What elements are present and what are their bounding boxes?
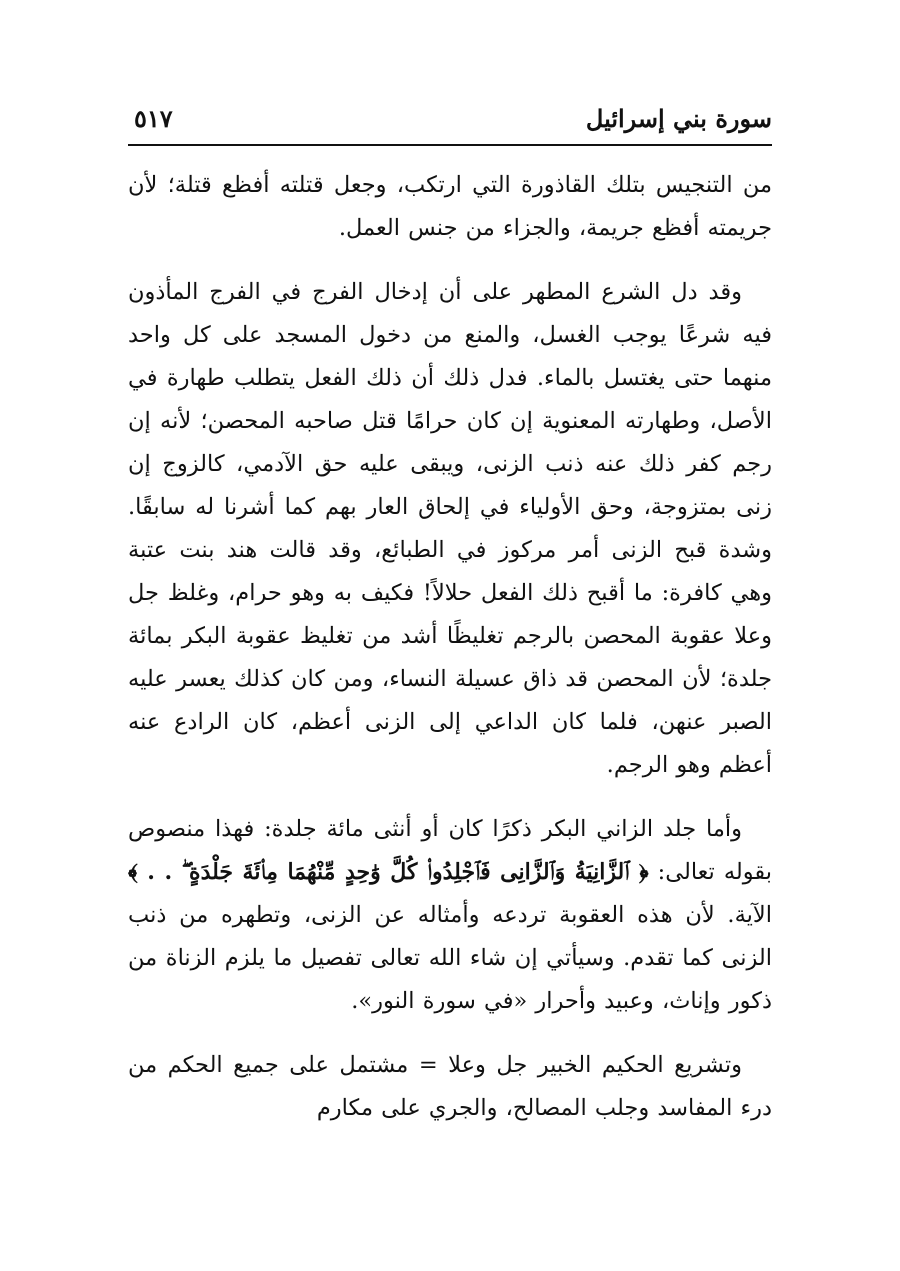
- book-page: [128, 92, 772, 1232]
- paragraph-3: [128, 808, 772, 1023]
- paragraph-3-text-before: وأما جلد الزاني البكر ذكرًا كان أو أنثى مائة جلدة: فهذا منصوص بقوله تعالى:: [128, 816, 773, 885]
- running-header: [128, 92, 772, 146]
- body-text: [128, 164, 772, 1130]
- paragraph-3-text-after: الآية. لأن هذه العقوبة تردعه وأمثاله عن الزنى، وتطهره من ذنب الزنى كما تقدم. وسيأتي إن شاء الله تعالى تفصيل ما يلزم الزناة من ذكور وإناث، وعبيد وأحرار «في سورة النور».: [128, 902, 772, 1014]
- paragraph-4: وتشريع الحكيم الخبير جل وعلا = مشتمل على جميع الحكم من درء المفاسد وجلب المصالح، والجري على مكارم: [128, 1052, 772, 1121]
- quran-verse: ﴿ ٱلزَّانِيَةُ وَٱلزَّانِى فَٱجْلِدُوا۟ كُلَّ وَٰحِدٍ مِّنْهُمَا مِا۟ئَةَ جَلْدَةٍ ۖ . . ﴾: [128, 859, 649, 885]
- paragraph-1: من التنجيس بتلك القاذورة التي ارتكب، وجعل قتلته أفظع قتلة؛ لأن جريمته أفظع جريمة، والجزاء من جنس العمل.: [128, 172, 772, 241]
- page-number: ٥١٧: [134, 104, 173, 133]
- paragraph-2: وقد دل الشرع المطهر على أن إدخال الفرج في الفرج المأذون فيه شرعًا يوجب الغسل، والمنع من دخول المسجد على كل واحد منهما حتى يغتسل بالماء. فدل ذلك أن ذلك الفعل يتطلب طهارة في الأصل، وطهارته المعنوية إن كان حرامًا قتل صاحبه المحصن؛ لأنه إن رجم كفر ذلك عنه ذنب الزنى، ويبقى عليه حق الآدمي، كالزوج إن زنى بمتزوجة، وحق الأولياء في إلحاق العار بهم كما أشرنا له سابقًا. وشدة قبح الزنى أمر مركوز في الطبائع، وقد قالت هند بنت عتبة وهي كافرة: ما أقبح ذلك الفعل حلالاً! فكيف به وهو حرام، وغلظ جل وعلا عقوبة المحصن بالرجم تغليظًا أشد من تغليظ عقوبة البكر بمائة جلدة؛ لأن المحصن قد ذاق عسيلة النساء، ومن كان كذلك يعسر عليه الصبر عنهن، فلما كان الداعي إلى الزنى أعظم، كان الرادع عنه أعظم وهو الرجم.: [128, 279, 772, 778]
- chapter-title: سورة بني إسرائيل: [585, 104, 772, 133]
